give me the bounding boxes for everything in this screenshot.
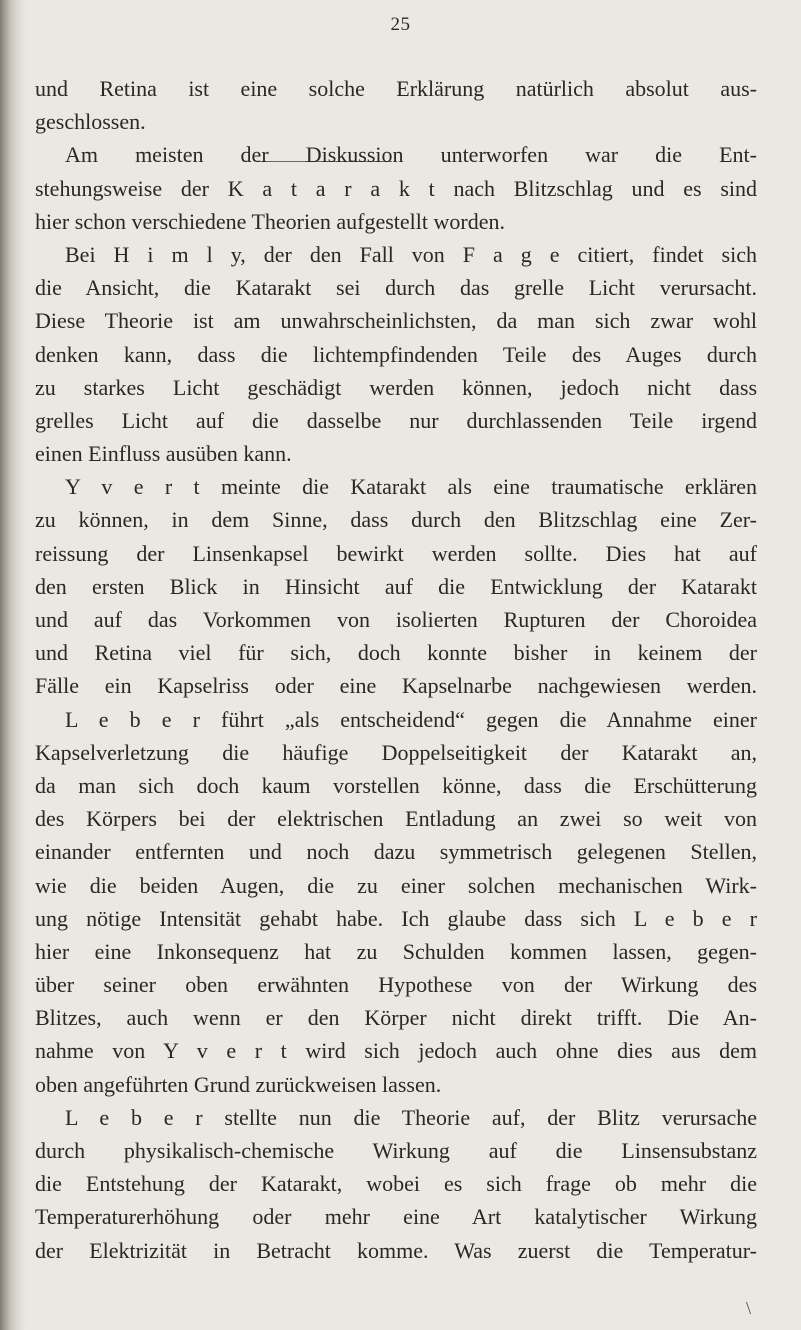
text-line: Temperaturerhöhung oder mehr eine Art katalytischer Wirkung	[35, 1204, 757, 1230]
text-line: geschlossen.	[35, 109, 146, 135]
stray-ink-mark: \	[746, 1298, 752, 1318]
text-line: denken kann, dass die lichtempfindenden Teile des Auges durch	[35, 341, 757, 367]
text-line: Bei H i m l y, der den Fall von F a g e citiert, findet sich	[65, 241, 757, 267]
text-line: einen Einfluss ausüben kann.	[35, 441, 292, 467]
text-line: und Retina viel für sich, doch konnte bisher in keinem der	[35, 640, 757, 666]
text-line: und auf das Vorkommen von isolierten Rupturen der Choroidea	[35, 607, 757, 632]
text-line: zu starkes Licht geschädigt werden können, jedoch nicht dass	[35, 374, 757, 400]
page-number: 25	[390, 14, 411, 35]
text-line: durch physikalisch-chemische Wirkung auf die Linsensubstanz	[35, 1138, 757, 1163]
text-line: Blitzes, auch wenn er den Körper nicht direkt trifft. Die An-	[35, 1005, 757, 1031]
text-line: L e b e r führt „als entscheidend“ gegen die Annahme einer	[65, 706, 757, 732]
binding-edge-shadow	[0, 0, 26, 1330]
text-line: nahme von Y v e r t wird sich jedoch auch ohne dies aus dem	[35, 1038, 757, 1064]
body-text	[35, 72, 757, 1267]
text-line: ung nötige Intensität gehabt habe. Ich glaube dass sich L e b e r	[35, 905, 757, 931]
text-line: die Entstehung der Katarakt, wobei es sich frage ob mehr die	[35, 1171, 757, 1197]
text-line: da man sich doch kaum vorstellen könne, dass die Erschütterung	[35, 772, 757, 798]
text-line: L e b e r stellte nun die Theorie auf, der Blitz verursache	[65, 1104, 757, 1130]
text-line: Y v e r t meinte die Katarakt als eine traumatische erklären	[65, 474, 757, 500]
text-line: einander entfernten und noch dazu symmetrisch gelegenen Stellen,	[35, 839, 757, 865]
text-line: hier eine Inkonsequenz hat zu Schulden kommen lassen, gegen-	[35, 938, 757, 964]
text-line: und Retina ist eine solche Erklärung natürlich absolut aus-	[35, 76, 757, 101]
text-line: stehungsweise der K a t a r a k t nach Blitzschlag und es sind	[35, 175, 757, 201]
text-line: über seiner oben erwähnten Hypothese von der Wirkung des	[35, 972, 757, 998]
text-line: oben angeführten Grund zurückweisen lassen.	[35, 1071, 442, 1097]
text-line: hier schon verschiedene Theorien aufgestellt worden.	[35, 208, 505, 234]
text-line: die Ansicht, die Katarakt sei durch das grelle Licht verursacht.	[35, 275, 757, 301]
text-line: der Elektrizität in Betracht komme. Was zuerst die Temperatur-	[35, 1237, 757, 1263]
text-line: reissung der Linsenkapsel bewirkt werden sollte. Dies hat auf	[35, 540, 757, 566]
text-line: Fälle ein Kapselriss oder eine Kapselnarbe nachgewiesen werden.	[35, 673, 757, 699]
text-line: wie die beiden Augen, die zu einer solchen mechanischen Wirk-	[35, 872, 757, 898]
text-line: Kapselverletzung die häufige Doppelseitigkeit der Katarakt an,	[35, 739, 757, 765]
text-line: zu können, in dem Sinne, dass durch den Blitzschlag eine Zer-	[35, 507, 757, 533]
text-line: den ersten Blick in Hinsicht auf die Entwicklung der Katarakt	[35, 573, 757, 599]
text-line: des Körpers bei der elektrischen Entladung an zwei so weit von	[35, 806, 757, 832]
text-line: Am meisten der Diskussion unterworfen war die Ent-	[65, 142, 757, 168]
text-line: Diese Theorie ist am unwahrscheinlichsten, da man sich zwar wohl	[35, 308, 757, 334]
text-line: grelles Licht auf die dasselbe nur durchlassenden Teile irgend	[35, 407, 757, 433]
